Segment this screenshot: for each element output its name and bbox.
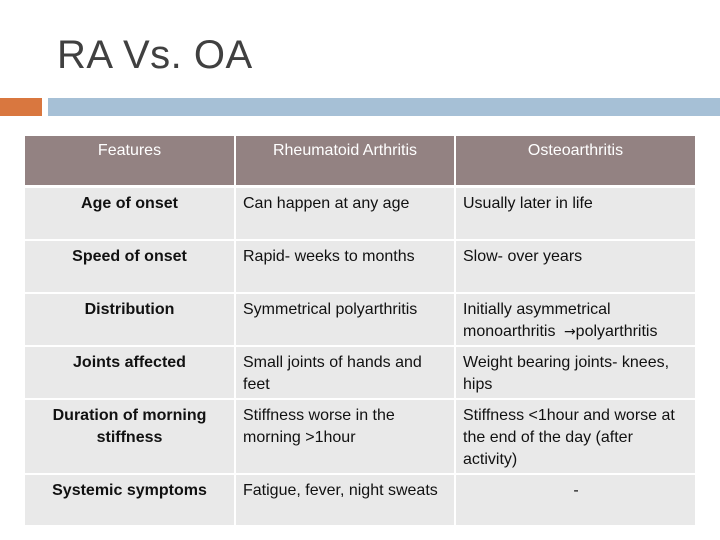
header-row — [25, 136, 695, 188]
oa-cell — [456, 294, 695, 347]
ra-cell: Fatigue, fever, night sweats — [236, 475, 456, 527]
oa-cell: Slow- over years — [456, 241, 695, 294]
ra-cell: Small joints of hands and feet — [236, 347, 456, 400]
accent-bar-orange — [0, 98, 42, 116]
oa-cell: Weight bearing joints- knees, hips — [456, 347, 695, 400]
accent-bar-blue — [48, 98, 720, 116]
ra-cell: Rapid- weeks to months — [236, 241, 456, 294]
table-row — [25, 294, 695, 347]
oa-cell: Usually later in life — [456, 188, 695, 241]
oa-text-result: polyarthritis — [575, 323, 658, 340]
feature-cell: Duration of morning stiffness — [25, 400, 236, 475]
table-row — [25, 475, 695, 527]
slide-title: RA Vs. OA — [57, 33, 253, 77]
table-row — [25, 188, 695, 241]
ra-cell: Stiffness worse in the morning >1hour — [236, 400, 456, 475]
comparison-table — [25, 136, 695, 527]
header-osteoarthritis: Osteoarthritis — [456, 136, 695, 188]
feature-cell: Systemic symptoms — [25, 475, 236, 527]
oa-text-initial: Initially asymmetrical monoarthritis — [463, 301, 611, 340]
header-rheumatoid-arthritis: Rheumatoid Arthritis — [236, 136, 456, 188]
right-arrow-icon: → — [563, 324, 576, 340]
feature-cell: Age of onset — [25, 188, 236, 241]
oa-cell: Stiffness <1hour and worse at the end of the day (after activity) — [456, 400, 695, 475]
table-row — [25, 347, 695, 400]
table-row — [25, 241, 695, 294]
ra-cell: Symmetrical polyarthritis — [236, 294, 456, 347]
feature-cell: Joints affected — [25, 347, 236, 400]
oa-cell: - — [456, 475, 695, 527]
feature-cell: Distribution — [25, 294, 236, 347]
header-features: Features — [25, 136, 236, 188]
feature-cell: Speed of onset — [25, 241, 236, 294]
ra-cell: Can happen at any age — [236, 188, 456, 241]
table-row — [25, 400, 695, 475]
